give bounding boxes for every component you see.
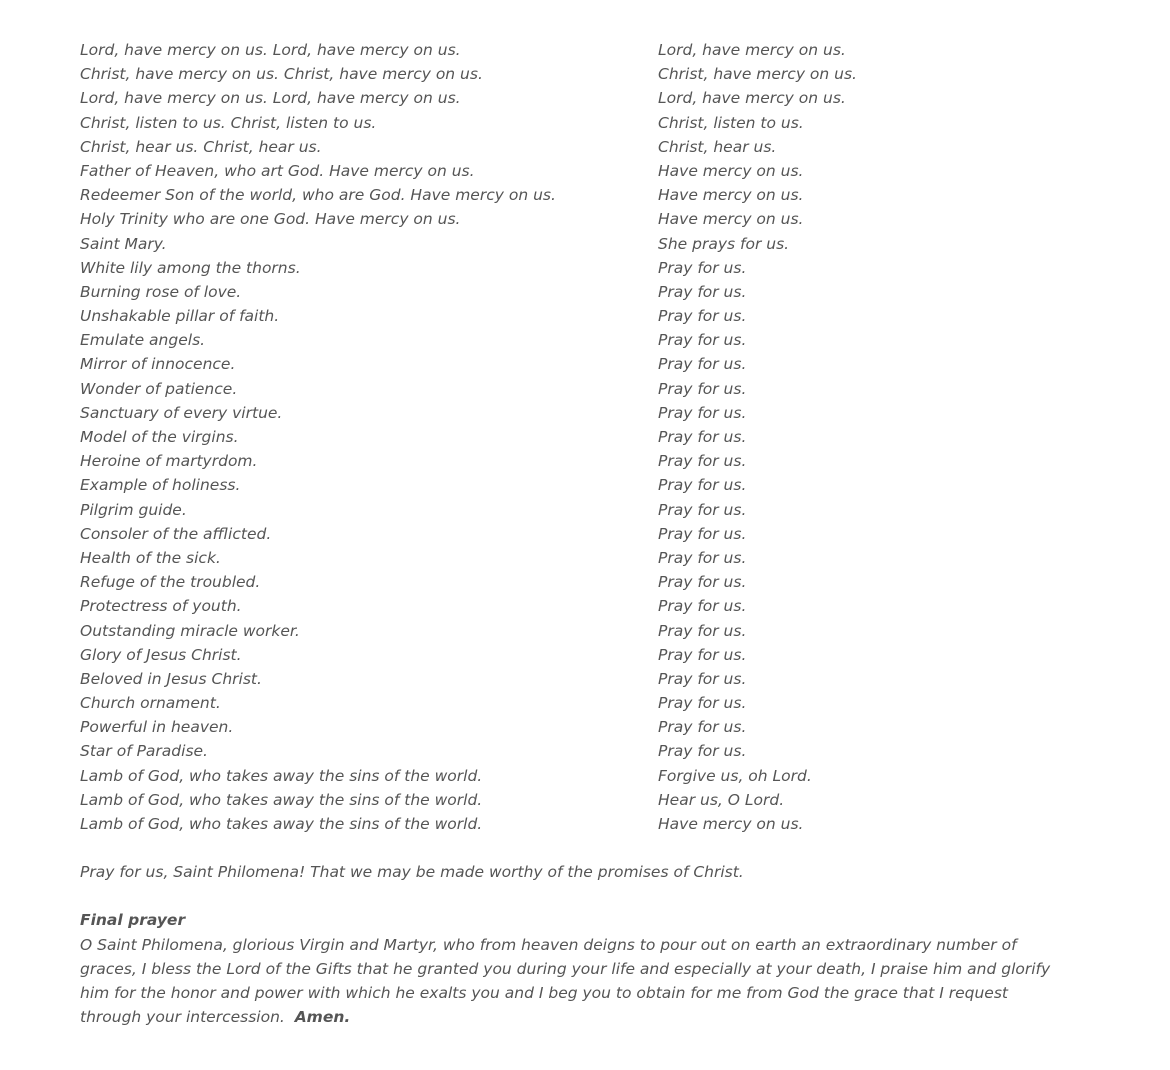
litany-row bbox=[80, 546, 1080, 570]
litany-invocation: Burning rose of love. bbox=[80, 282, 242, 301]
litany-row bbox=[80, 352, 1080, 376]
litany-invocation: Saint Mary. bbox=[80, 234, 167, 253]
litany-row bbox=[80, 159, 1080, 183]
final-prayer-heading: Final prayer bbox=[80, 911, 186, 930]
litany-response: Christ, have mercy on us. bbox=[658, 65, 857, 84]
litany-row bbox=[80, 280, 1080, 304]
litany-row bbox=[80, 135, 1080, 159]
litany-invocation: Christ, have mercy on us. Christ, have mercy on us. bbox=[80, 65, 483, 84]
litany-row bbox=[80, 111, 1080, 135]
litany-invocation: Beloved in Jesus Christ. bbox=[80, 669, 262, 688]
litany-response: Pray for us. bbox=[658, 621, 747, 640]
litany-response: Pray for us. bbox=[658, 307, 747, 326]
final-prayer-body: O Saint Philomena, glorious Virgin and Martyr, who from heaven deigns to pour out on earth an extraordinary number of graces, I bless the Lord of the Gifts that he granted you during your life and especially at your death, I praise him and glorify him for the honor and power with which he exalts you and I beg you to obtain for me from God the grace that I request through your intercession. bbox=[80, 935, 1051, 1027]
litany-row bbox=[80, 425, 1080, 449]
litany-row bbox=[80, 522, 1080, 546]
litany-row bbox=[80, 498, 1080, 522]
litany-response: Pray for us. bbox=[658, 428, 747, 446]
litany-response: Pray for us. bbox=[658, 379, 747, 398]
litany-invocation: Wonder of patience. bbox=[80, 379, 238, 398]
litany-response: Christ, hear us. bbox=[658, 137, 777, 156]
litany-response: Pray for us. bbox=[658, 331, 747, 350]
litany-response: Pray for us. bbox=[658, 718, 747, 737]
litany-response: Pray for us. bbox=[658, 476, 747, 495]
litany-invocation: Church ornament. bbox=[80, 694, 221, 713]
litany-invocation: Father of Heaven, who art God. Have mercy on us. bbox=[80, 161, 475, 180]
litany-invocation: Pilgrim guide. bbox=[80, 500, 187, 519]
litany-invocation: Emulate angels. bbox=[80, 331, 206, 350]
litany-row bbox=[80, 304, 1080, 328]
litany-response: Have mercy on us. bbox=[658, 815, 804, 833]
final-prayer-text bbox=[80, 933, 1070, 1030]
litany-row bbox=[80, 473, 1080, 497]
litany-row bbox=[80, 667, 1080, 691]
litany-invocation: Star of Paradise. bbox=[80, 742, 208, 761]
litany-row bbox=[80, 232, 1080, 256]
litany-row bbox=[80, 739, 1080, 763]
litany-invocation: Powerful in heaven. bbox=[80, 718, 234, 737]
litany-response: Pray for us. bbox=[658, 573, 747, 592]
litany-response: Lord, have mercy on us. bbox=[658, 41, 846, 59]
litany-invocation: Consoler of the afflicted. bbox=[80, 524, 272, 543]
litany-row bbox=[80, 619, 1080, 643]
litany-table bbox=[80, 38, 1080, 836]
litany-invocation: Mirror of innocence. bbox=[80, 355, 236, 374]
litany-invocation: Heroine of martyrdom. bbox=[80, 452, 258, 471]
litany-invocation: Glory of Jesus Christ. bbox=[80, 645, 242, 664]
litany-invocation: Holy Trinity who are one God. Have mercy on us. bbox=[80, 210, 461, 229]
litany-response: Pray for us. bbox=[658, 597, 747, 616]
litany-invocation: Sanctuary of every virtue. bbox=[80, 403, 283, 422]
litany-row bbox=[80, 764, 1080, 788]
litany-response: Christ, listen to us. bbox=[658, 113, 804, 132]
litany-response: Pray for us. bbox=[658, 742, 747, 761]
litany-invocation: Example of holiness. bbox=[80, 476, 241, 495]
litany-response: Lord, have mercy on us. bbox=[658, 89, 846, 108]
litany-response: Pray for us. bbox=[658, 500, 747, 519]
litany-invocation: Unshakable pillar of faith. bbox=[80, 307, 280, 326]
litany-invocation: Christ, hear us. Christ, hear us. bbox=[80, 137, 322, 156]
litany-row bbox=[80, 643, 1080, 667]
litany-row bbox=[80, 328, 1080, 352]
litany-invocation: Refuge of the troubled. bbox=[80, 573, 261, 592]
litany-row bbox=[80, 401, 1080, 425]
litany-response: Forgive us, oh Lord. bbox=[658, 766, 812, 785]
litany-invocation: Protectress of youth. bbox=[80, 597, 242, 616]
litany-row bbox=[80, 377, 1080, 401]
litany-row bbox=[80, 715, 1080, 739]
litany-invocation: White lily among the thorns. bbox=[80, 258, 301, 277]
litany-row bbox=[80, 38, 1080, 62]
litany-invocation: Model of the virgins. bbox=[80, 428, 239, 446]
litany-row bbox=[80, 691, 1080, 715]
amen-text: Amen. bbox=[294, 1008, 351, 1027]
litany-invocation: Redeemer Son of the world, who are God. Have mercy on us. bbox=[80, 186, 556, 205]
litany-response: Hear us, O Lord. bbox=[658, 790, 785, 809]
litany-row bbox=[80, 183, 1080, 207]
litany-response: Pray for us. bbox=[658, 645, 747, 664]
litany-invocation: Health of the sick. bbox=[80, 548, 221, 567]
litany-row bbox=[80, 788, 1080, 812]
litany-response: Pray for us. bbox=[658, 694, 747, 713]
litany-row bbox=[80, 449, 1080, 473]
document-page bbox=[80, 38, 1080, 1029]
litany-row bbox=[80, 86, 1080, 110]
litany-response: Have mercy on us. bbox=[658, 210, 804, 229]
litany-invocation: Lord, have mercy on us. Lord, have mercy on us. bbox=[80, 41, 461, 59]
litany-invocation: Christ, listen to us. Christ, listen to us. bbox=[80, 113, 377, 132]
litany-response: She prays for us. bbox=[658, 234, 790, 253]
litany-row bbox=[80, 594, 1080, 618]
litany-invocation: Lord, have mercy on us. Lord, have mercy on us. bbox=[80, 89, 461, 108]
litany-response: Pray for us. bbox=[658, 669, 747, 688]
litany-response: Have mercy on us. bbox=[658, 186, 804, 205]
litany-response: Pray for us. bbox=[658, 355, 747, 374]
litany-row bbox=[80, 256, 1080, 280]
litany-response: Have mercy on us. bbox=[658, 161, 804, 180]
litany-row bbox=[80, 570, 1080, 594]
litany-response: Pray for us. bbox=[658, 524, 747, 543]
litany-invocation: Outstanding miracle worker. bbox=[80, 621, 300, 640]
litany-response: Pray for us. bbox=[658, 282, 747, 301]
litany-row bbox=[80, 62, 1080, 86]
litany-invocation: Lamb of God, who takes away the sins of the world. bbox=[80, 790, 483, 809]
litany-response: Pray for us. bbox=[658, 548, 747, 567]
litany-response: Pray for us. bbox=[658, 258, 747, 277]
closing-verse: Pray for us, Saint Philomena! That we may be made worthy of the promises of Christ. bbox=[80, 863, 744, 882]
litany-invocation: Lamb of God, who takes away the sins of the world. bbox=[80, 815, 483, 833]
litany-invocation: Lamb of God, who takes away the sins of the world. bbox=[80, 766, 483, 785]
litany-row bbox=[80, 207, 1080, 231]
litany-response: Pray for us. bbox=[658, 452, 747, 471]
litany-response: Pray for us. bbox=[658, 403, 747, 422]
litany-row bbox=[80, 812, 1080, 836]
